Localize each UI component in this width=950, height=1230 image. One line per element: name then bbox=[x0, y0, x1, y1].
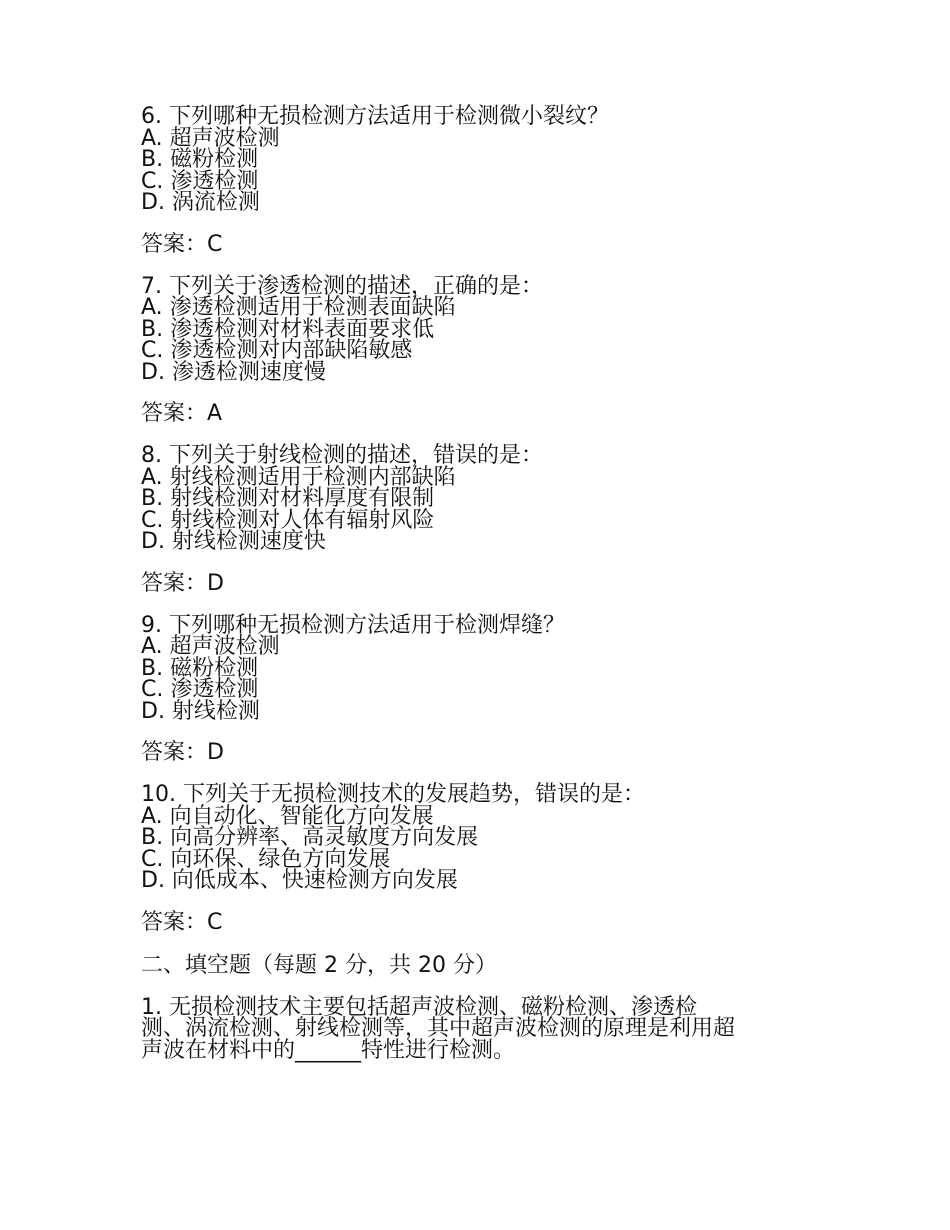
question-10 bbox=[141, 784, 821, 935]
option-a: A. 向自动化、智能化方向发展 bbox=[141, 803, 434, 829]
option-b: B. 磁粉检测 bbox=[141, 655, 259, 681]
fill-in-question-1 bbox=[141, 994, 821, 1063]
question-stem: 10. 下列关于无损检测技术的发展趋势，错误的是： bbox=[141, 782, 645, 807]
option-a: A. 超声波检测 bbox=[141, 125, 280, 151]
answer-line: 答案：D bbox=[141, 740, 224, 765]
paragraph-line: 声波在材料中的______特性进行检测。 bbox=[141, 1037, 516, 1063]
question-9 bbox=[141, 612, 821, 766]
option-d: D. 射线检测 bbox=[141, 698, 260, 724]
answer-line: 答案：D bbox=[141, 570, 224, 596]
section-heading-fill-in: 二、填空题（每题 2 分，共 20 分） bbox=[141, 952, 497, 978]
option-c: C. 渗透检测 bbox=[141, 677, 259, 702]
option-b: B. 磁粉检测 bbox=[141, 147, 259, 172]
question-stem: 9. 下列哪种无损检测方法适用于检测焊缝？ bbox=[141, 612, 565, 638]
question-stem: 6. 下列哪种无损检测方法适用于检测微小裂纹？ bbox=[141, 104, 609, 129]
question-7 bbox=[141, 273, 821, 427]
answer-line: 答案：C bbox=[141, 231, 223, 257]
option-d: D. 射线检测速度快 bbox=[141, 529, 326, 554]
option-c: C. 渗透检测 bbox=[141, 168, 259, 194]
option-c: C. 射线检测对人体有辐射风险 bbox=[141, 507, 435, 533]
question-6 bbox=[141, 106, 821, 257]
option-a: A. 超声波检测 bbox=[141, 634, 280, 659]
option-d: D. 渗透检测速度慢 bbox=[141, 359, 326, 385]
option-b: B. 渗透检测对材料表面要求低 bbox=[141, 316, 435, 342]
question-stem: 7. 下列关于渗透检测的描述，正确的是： bbox=[141, 273, 543, 299]
option-c: C. 向环保、绿色方向发展 bbox=[141, 846, 391, 872]
option-d: D. 向低成本、快速检测方向发展 bbox=[141, 868, 458, 893]
answer-line: 答案：A bbox=[141, 401, 223, 426]
option-a: A. 渗透检测适用于检测表面缺陷 bbox=[141, 295, 456, 320]
question-8 bbox=[141, 445, 821, 596]
option-c: C. 渗透检测对内部缺陷敏感 bbox=[141, 338, 413, 363]
option-b: B. 向高分辨率、高灵敏度方向发展 bbox=[141, 825, 479, 850]
option-a: A. 射线检测适用于检测内部缺陷 bbox=[141, 464, 456, 490]
answer-line: 答案：C bbox=[141, 909, 223, 935]
option-d: D. 涡流检测 bbox=[141, 190, 260, 215]
option-b: B. 射线检测对材料厚度有限制 bbox=[141, 486, 435, 511]
paragraph-line: 测、涡流检测、射线检测等，其中超声波检测的原理是利用超 bbox=[141, 1016, 736, 1041]
document-page bbox=[141, 106, 821, 1061]
paragraph-line: 1. 无损检测技术主要包括超声波检测、磁粉检测、渗透检 bbox=[141, 994, 697, 1020]
question-stem: 8. 下列关于射线检测的描述，错误的是： bbox=[141, 443, 543, 468]
